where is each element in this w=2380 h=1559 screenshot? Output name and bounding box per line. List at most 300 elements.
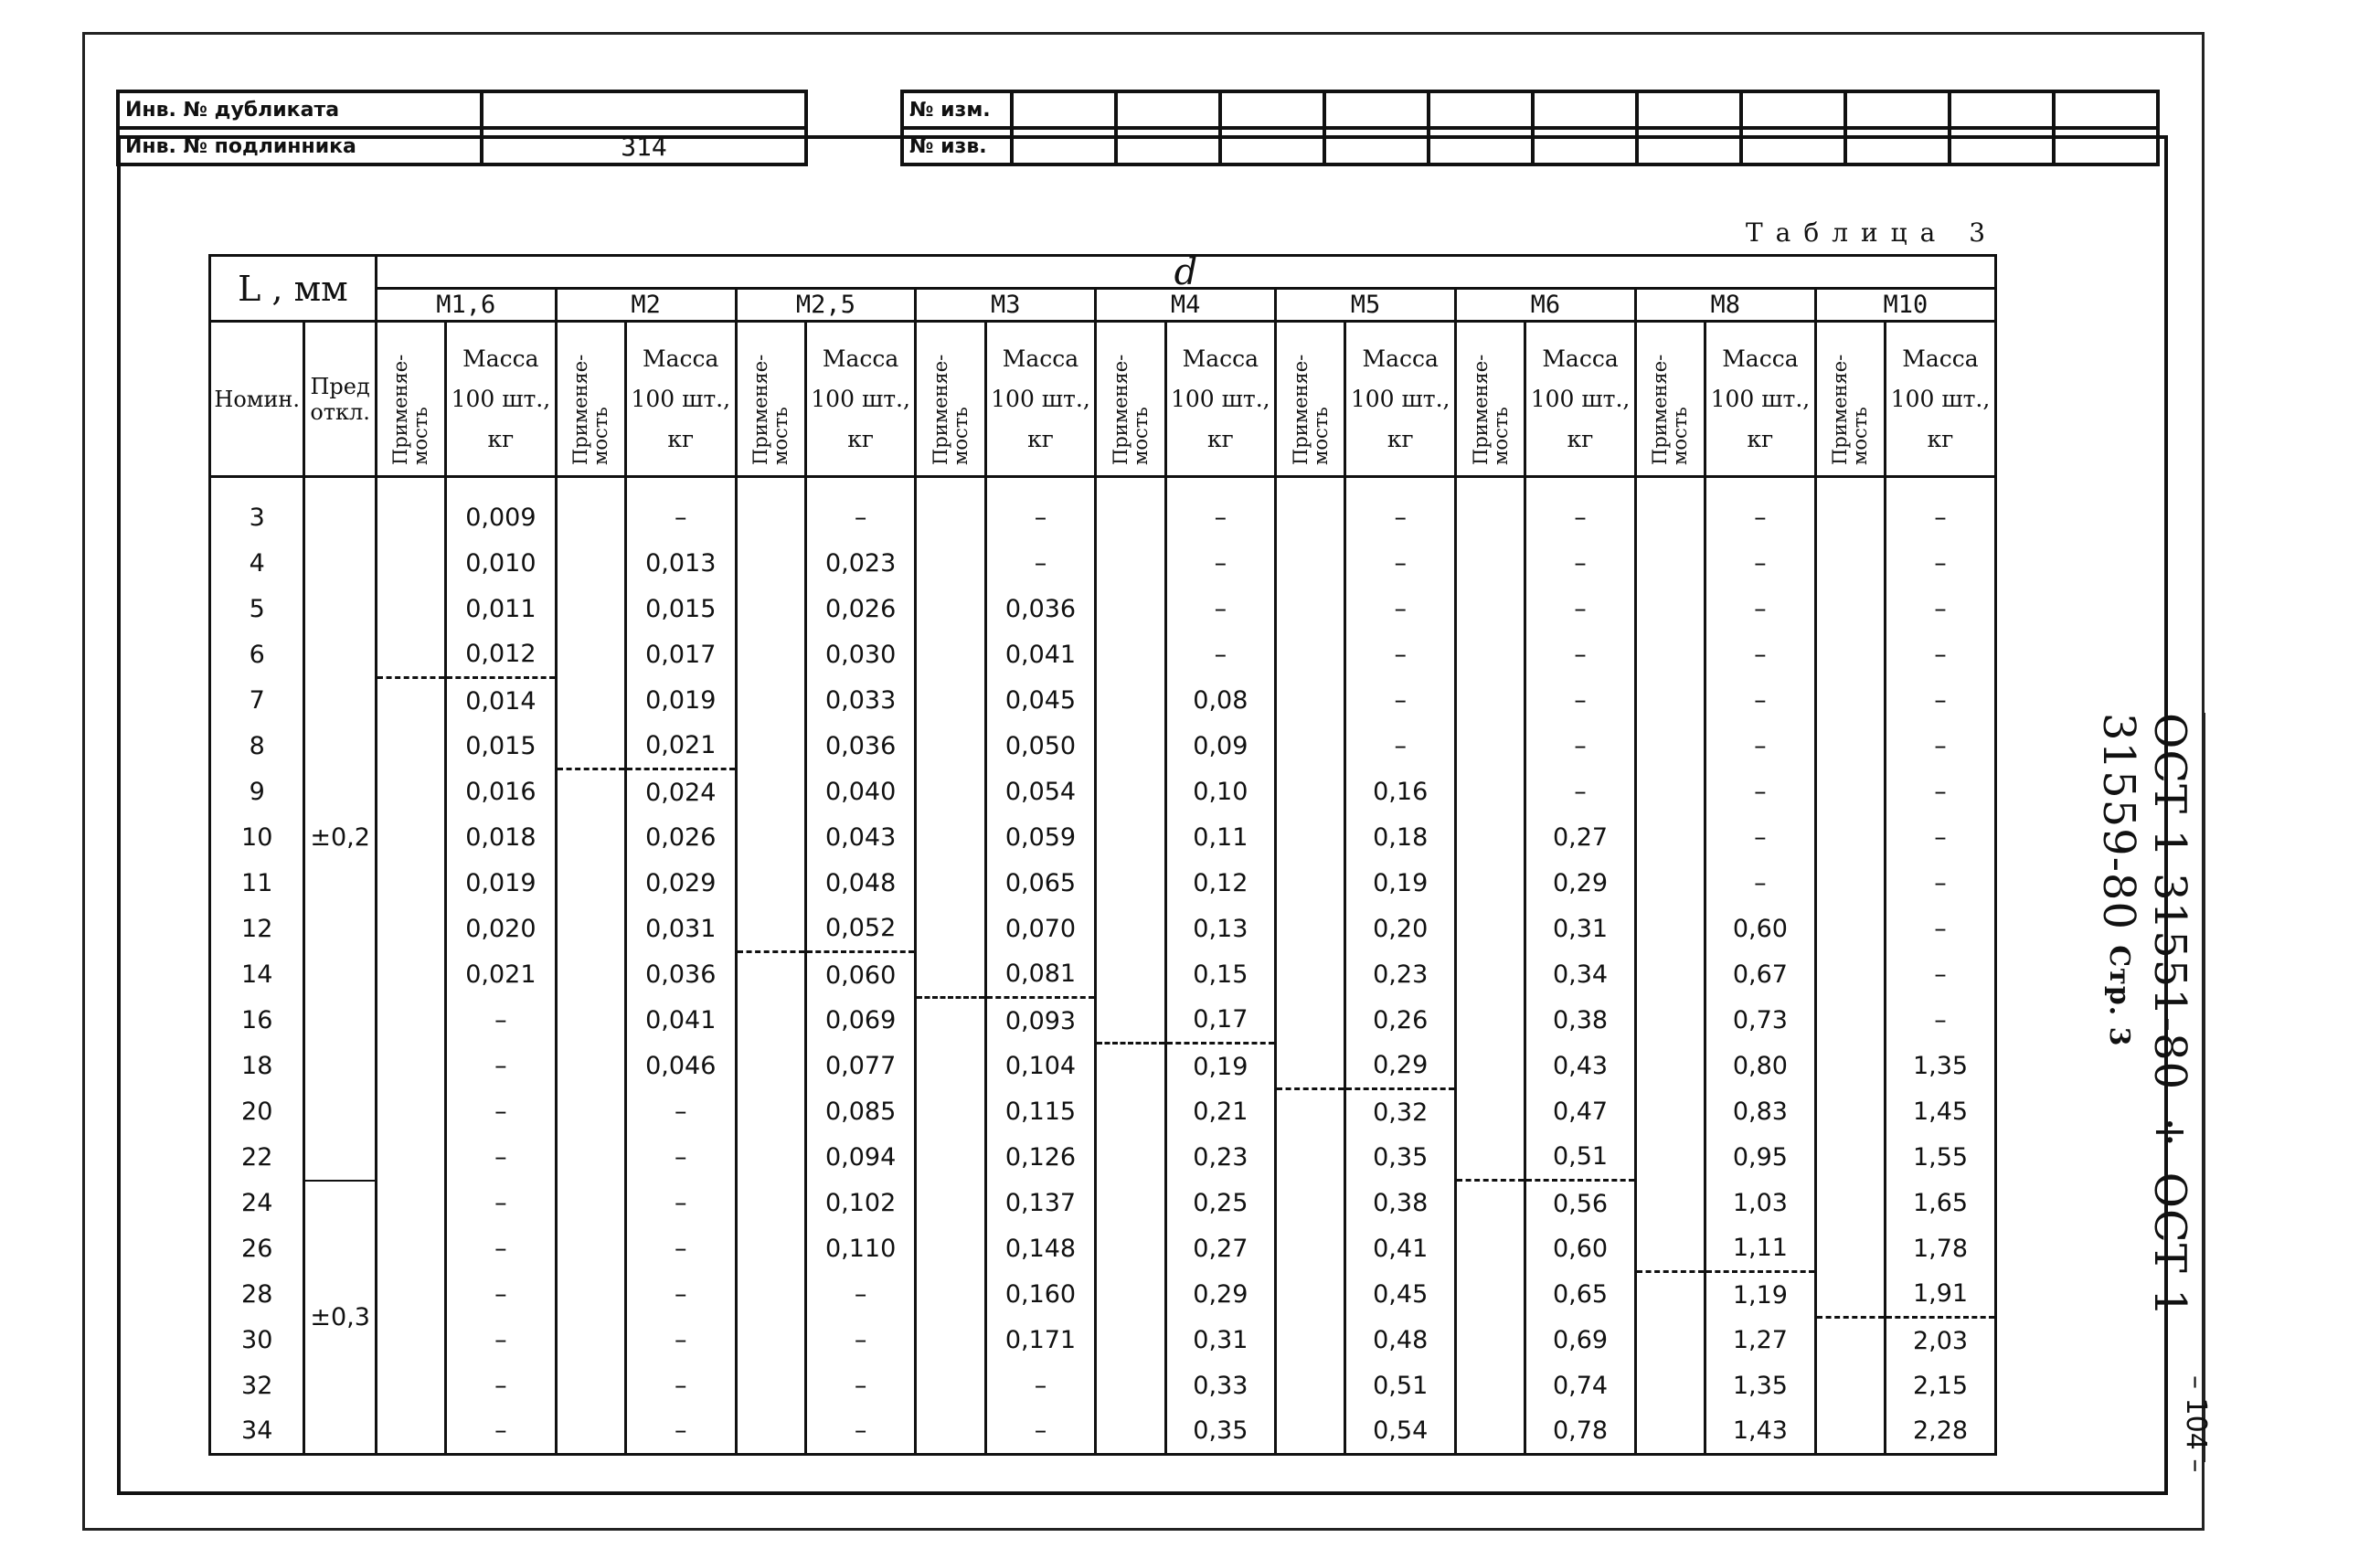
inv-original-value: 314: [482, 128, 806, 164]
mass-cell: 0,023: [805, 541, 916, 587]
mass-cell: 0,18: [1345, 815, 1456, 861]
mass-cell: 0,60: [1525, 1226, 1636, 1272]
applicability-cell: [1635, 541, 1705, 587]
mass-cell: 0,27: [1165, 1226, 1276, 1272]
applicability-cell: [1276, 861, 1345, 907]
mass-label: Масса: [1362, 345, 1439, 372]
length-cell: 34: [210, 1409, 304, 1455]
mass-cell: 0,009: [446, 477, 557, 541]
mass-cell: 0,020: [446, 907, 557, 952]
mass-cell: 0,160: [985, 1272, 1096, 1318]
applicability-cell: [556, 632, 625, 678]
applicability-cell: [916, 1044, 985, 1089]
applicability-cell: [1096, 678, 1165, 724]
applicability-cell: [1455, 1409, 1525, 1455]
mass-label: кг: [847, 425, 874, 452]
applicability-cell: [1276, 815, 1345, 861]
applicability-header: [1815, 322, 1885, 477]
mass-cell: –: [805, 1409, 916, 1455]
mass-cell: –: [1886, 724, 1996, 769]
mass-cell: –: [1165, 541, 1276, 587]
mass-cell: 0,23: [1345, 952, 1456, 998]
applicability-cell: [1096, 541, 1165, 587]
applicability-cell: [1635, 1135, 1705, 1181]
mass-label: 100 шт.,: [991, 385, 1090, 412]
mass-label: Масса: [643, 345, 719, 372]
change-stamp-cell: [1741, 91, 1845, 128]
mass-cell: 0,104: [985, 1044, 1096, 1089]
mass-label: Масса: [1002, 345, 1079, 372]
mass-cell: 0,031: [625, 907, 736, 952]
mass-cell: 0,34: [1525, 952, 1636, 998]
applicability-cell: [1276, 1409, 1345, 1455]
applicability-cell: [1276, 769, 1345, 815]
mass-cell: 0,094: [805, 1135, 916, 1181]
mass-cell: 0,48: [1345, 1318, 1456, 1363]
mass-cell: –: [446, 1135, 557, 1181]
mass-label: кг: [1567, 425, 1594, 452]
applicability-cell: [1815, 1272, 1885, 1318]
applicability-cell: [376, 1135, 445, 1181]
applicability-cell: [1096, 632, 1165, 678]
mass-cell: 0,60: [1705, 907, 1816, 952]
applicability-cell: [1635, 907, 1705, 952]
mass-cell: –: [625, 1135, 736, 1181]
applicability-cell: [1455, 952, 1525, 998]
applicability-cell: [556, 1226, 625, 1272]
mass-cell: 1,19: [1705, 1272, 1816, 1318]
applicability-cell: [556, 1181, 625, 1226]
mass-cell: 0,052: [805, 907, 916, 952]
mass-cell: –: [625, 1272, 736, 1318]
applicability-cell: [1455, 587, 1525, 632]
mass-cell: –: [985, 1409, 1096, 1455]
applicability-cell: [1096, 769, 1165, 815]
applicability-cell: [1096, 1089, 1165, 1135]
applicability-cell: [1815, 1181, 1885, 1226]
applicability-cell: [1276, 907, 1345, 952]
applicability-cell: [916, 1318, 985, 1363]
mass-header: [625, 322, 736, 477]
table-row: [210, 952, 1996, 998]
thread-header: М2,5: [736, 289, 916, 322]
applicability-cell: [1276, 541, 1345, 587]
applicability-cell: [556, 587, 625, 632]
applicability-cell: [1455, 1226, 1525, 1272]
applicability-cell: [736, 1363, 805, 1409]
applicability-cell: [1096, 861, 1165, 907]
table-row: [210, 1226, 1996, 1272]
mass-cell: –: [1886, 998, 1996, 1044]
applicability-cell: [916, 907, 985, 952]
mass-cell: –: [1525, 678, 1636, 724]
applicability-cell: [1455, 541, 1525, 587]
mass-header: [1705, 322, 1816, 477]
mass-cell: 0,102: [805, 1181, 916, 1226]
table-row: [210, 907, 1996, 952]
change-stamp-cell: [1220, 128, 1324, 164]
table-row: [210, 1363, 1996, 1409]
applicability-cell: [556, 952, 625, 998]
mass-cell: 0,65: [1525, 1272, 1636, 1318]
applicability-cell: [1455, 1181, 1525, 1226]
applicability-cell: [556, 1089, 625, 1135]
mass-cell: –: [625, 1409, 736, 1455]
mass-cell: –: [1345, 587, 1456, 632]
applicability-cell: [736, 769, 805, 815]
mass-cell: –: [446, 1363, 557, 1409]
mass-cell: 0,019: [625, 678, 736, 724]
mass-cell: –: [1345, 724, 1456, 769]
mass-cell: 0,014: [446, 678, 557, 724]
applicability-cell: [916, 724, 985, 769]
length-header: [210, 256, 377, 322]
mass-cell: 0,35: [1345, 1135, 1456, 1181]
mass-label: кг: [1927, 425, 1954, 452]
tolerance-cell: ±0,2: [304, 477, 376, 1181]
applicability-cell: [556, 769, 625, 815]
mass-cell: 0,026: [805, 587, 916, 632]
applicability-cell: [1635, 477, 1705, 541]
applicability-cell: [556, 907, 625, 952]
applicability-cell: [1276, 1181, 1345, 1226]
mass-cell: 1,11: [1705, 1226, 1816, 1272]
applicability-cell: [1276, 1044, 1345, 1089]
mass-label: Масса: [1542, 345, 1619, 372]
mass-cell: 0,16: [1345, 769, 1456, 815]
applicability-cell: [1455, 998, 1525, 1044]
mass-cell: 0,045: [985, 678, 1096, 724]
table-row: [210, 477, 1996, 541]
applicability-cell: [736, 1226, 805, 1272]
mass-cell: –: [805, 1272, 916, 1318]
applicability-cell: [1276, 998, 1345, 1044]
applicability-cell: [1276, 1135, 1345, 1181]
mass-header: [805, 322, 916, 477]
table-row: [210, 1272, 1996, 1318]
change-stamp-cell: [1533, 91, 1637, 128]
length-cell: 5: [210, 587, 304, 632]
length-cell: 20: [210, 1089, 304, 1135]
mass-cell: –: [446, 1181, 557, 1226]
applicability-cell: [736, 861, 805, 907]
applicability-cell: [1815, 952, 1885, 998]
mass-cell: 0,059: [985, 815, 1096, 861]
applicability-cell: [1096, 815, 1165, 861]
mass-cell: –: [625, 477, 736, 541]
mass-cell: 0,033: [805, 678, 916, 724]
mass-cell: 0,093: [985, 998, 1096, 1044]
applicability-cell: [1455, 907, 1525, 952]
length-cell: 4: [210, 541, 304, 587]
applicability-cell: [1276, 952, 1345, 998]
tolerance-header: [304, 322, 376, 477]
change-stamp-cell: [1012, 91, 1116, 128]
mass-cell: 1,35: [1705, 1363, 1816, 1409]
change-stamp-cell: [1533, 128, 1637, 164]
mass-cell: –: [805, 477, 916, 541]
applicability-cell: [1096, 587, 1165, 632]
mass-cell: 0,041: [985, 632, 1096, 678]
mass-cell: –: [1886, 861, 1996, 907]
applicability-cell: [1276, 1272, 1345, 1318]
mass-cell: –: [1345, 678, 1456, 724]
mass-cell: 0,54: [1345, 1409, 1456, 1455]
length-cell: 10: [210, 815, 304, 861]
applicability-cell: [916, 1363, 985, 1409]
mass-header: [1165, 322, 1276, 477]
change-stamp-cell: [1845, 128, 1950, 164]
mass-cell: –: [625, 1089, 736, 1135]
mass-cell: –: [446, 1044, 557, 1089]
applicability-cell: [556, 678, 625, 724]
applicability-cell: [1815, 587, 1885, 632]
mass-cell: 0,80: [1705, 1044, 1816, 1089]
applicability-cell: [736, 952, 805, 998]
length-cell: 11: [210, 861, 304, 907]
table-row: [210, 1318, 1996, 1363]
applicability-header: [1455, 322, 1525, 477]
applicability-cell: [916, 1089, 985, 1135]
mass-label: кг: [1206, 425, 1234, 452]
mass-cell: 0,51: [1525, 1135, 1636, 1181]
mass-cell: 0,010: [446, 541, 557, 587]
applicability-cell: [1635, 952, 1705, 998]
mass-cell: 0,25: [1165, 1181, 1276, 1226]
applicability-cell: [916, 678, 985, 724]
length-cell: 18: [210, 1044, 304, 1089]
applicability-cell: [376, 1226, 445, 1272]
mass-cell: 0,013: [625, 541, 736, 587]
table-row: [210, 861, 1996, 907]
applicability-cell: [736, 1135, 805, 1181]
change-stamp-cell: [1220, 91, 1324, 128]
applicability-cell: [1096, 907, 1165, 952]
mass-cell: 0,029: [625, 861, 736, 907]
mass-cell: 0,15: [1165, 952, 1276, 998]
applicability-cell: [1455, 1089, 1525, 1135]
change-stamp-cell: [1429, 128, 1533, 164]
applicability-cell: [1635, 678, 1705, 724]
mass-cell: –: [1525, 587, 1636, 632]
applicability-cell: [1815, 1089, 1885, 1135]
mass-label: 100 шт.,: [631, 385, 731, 412]
length-cell: 26: [210, 1226, 304, 1272]
applicability-cell: [916, 1135, 985, 1181]
mass-cell: 0,043: [805, 815, 916, 861]
table-row: [210, 1409, 1996, 1455]
applicability-header: [556, 322, 625, 477]
applicability-cell: [1635, 1409, 1705, 1455]
mass-cell: –: [1705, 587, 1816, 632]
applicability-cell: [1276, 1363, 1345, 1409]
mass-cell: 0,036: [625, 952, 736, 998]
mass-cell: 0,20: [1345, 907, 1456, 952]
thread-header: М3: [916, 289, 1096, 322]
length-cell: 9: [210, 769, 304, 815]
applicability-cell: [916, 998, 985, 1044]
mass-cell: 0,33: [1165, 1363, 1276, 1409]
mass-label: кг: [1027, 425, 1054, 452]
applicability-cell: [736, 678, 805, 724]
mass-cell: –: [1705, 678, 1816, 724]
mass-cell: 0,036: [985, 587, 1096, 632]
change-stamp-cell: [1429, 91, 1533, 128]
applicability-cell: [1455, 678, 1525, 724]
mass-header: [1886, 322, 1996, 477]
mass-cell: –: [805, 1363, 916, 1409]
thread-header: М2: [556, 289, 736, 322]
mass-cell: –: [625, 1318, 736, 1363]
applicability-cell: [916, 1272, 985, 1318]
mass-cell: 1,43: [1705, 1409, 1816, 1455]
mass-cell: 0,78: [1525, 1409, 1636, 1455]
applicability-cell: [556, 998, 625, 1044]
mass-cell: –: [1705, 815, 1816, 861]
applicability-label: Применяе-мость: [1829, 354, 1872, 465]
applicability-cell: [1096, 1044, 1165, 1089]
applicability-cell: [1455, 1363, 1525, 1409]
applicability-cell: [376, 907, 445, 952]
mass-cell: 0,026: [625, 815, 736, 861]
applicability-cell: [1635, 587, 1705, 632]
applicability-cell: [736, 1318, 805, 1363]
change-stamp-cell: [1845, 91, 1950, 128]
applicability-cell: [1815, 769, 1885, 815]
applicability-cell: [1635, 1272, 1705, 1318]
mass-label: Масса: [462, 345, 539, 372]
mass-cell: –: [446, 998, 557, 1044]
mass-cell: 0,021: [446, 952, 557, 998]
mass-label: кг: [1387, 425, 1414, 452]
thread-header: М4: [1096, 289, 1276, 322]
thread-header: М6: [1455, 289, 1635, 322]
applicability-cell: [556, 477, 625, 541]
diameter-header: [376, 250, 1995, 293]
table-row: [210, 1089, 1996, 1135]
mass-cell: 0,024: [625, 769, 736, 815]
applicability-cell: [736, 1272, 805, 1318]
mass-cell: 0,35: [1165, 1409, 1276, 1455]
table-row: [210, 541, 1996, 587]
mass-cell: 0,69: [1525, 1318, 1636, 1363]
applicability-cell: [1276, 587, 1345, 632]
applicability-cell: [1455, 477, 1525, 541]
table-row: [210, 632, 1996, 678]
mass-cell: 0,41: [1345, 1226, 1456, 1272]
applicability-cell: [736, 1409, 805, 1455]
inv-duplicate-label: Инв. № дубликата: [118, 91, 482, 128]
applicability-cell: [916, 632, 985, 678]
mass-cell: 0,95: [1705, 1135, 1816, 1181]
length-cell: 3: [210, 477, 304, 541]
length-cell: 24: [210, 1181, 304, 1226]
applicability-cell: [916, 1226, 985, 1272]
applicability-cell: [376, 1409, 445, 1455]
mass-cell: –: [1525, 724, 1636, 769]
mass-cell: 0,021: [625, 724, 736, 769]
table-row: [210, 815, 1996, 861]
applicability-cell: [1635, 1181, 1705, 1226]
mass-cell: –: [1525, 632, 1636, 678]
applicability-label: Применяе-мость: [569, 354, 612, 465]
mass-label: кг: [667, 425, 695, 452]
applicability-cell: [376, 1363, 445, 1409]
applicability-cell: [556, 724, 625, 769]
mass-cell: 0,67: [1705, 952, 1816, 998]
mass-cell: 0,17: [1165, 998, 1276, 1044]
applicability-cell: [556, 1272, 625, 1318]
mass-cell: 0,048: [805, 861, 916, 907]
applicability-cell: [1096, 1181, 1165, 1226]
length-cell: 32: [210, 1363, 304, 1409]
mass-cell: –: [446, 1272, 557, 1318]
applicability-cell: [1455, 769, 1525, 815]
applicability-cell: [1815, 1318, 1885, 1363]
length-cell: 14: [210, 952, 304, 998]
change-stamp-cell: [1637, 128, 1741, 164]
mass-cell: 0,085: [805, 1089, 916, 1135]
mass-cell: 0,171: [985, 1318, 1096, 1363]
mass-cell: –: [1886, 815, 1996, 861]
mass-cell: 0,036: [805, 724, 916, 769]
table-row: [210, 1044, 1996, 1089]
mass-cell: –: [1705, 861, 1816, 907]
mass-cell: –: [625, 1363, 736, 1409]
change-stamp-cell: [1950, 128, 2054, 164]
mass-label: кг: [487, 425, 515, 452]
applicability-cell: [1635, 998, 1705, 1044]
applicability-cell: [1096, 1409, 1165, 1455]
mass-cell: –: [1525, 541, 1636, 587]
length-cell: 6: [210, 632, 304, 678]
applicability-cell: [1635, 1363, 1705, 1409]
tolerance-label-2: откл.: [310, 398, 370, 425]
mass-label: 100 шт.,: [1530, 385, 1631, 412]
table-row: [210, 1181, 1996, 1226]
applicability-cell: [1276, 678, 1345, 724]
length-cell: 28: [210, 1272, 304, 1318]
applicability-cell: [556, 1135, 625, 1181]
mass-cell: 0,046: [625, 1044, 736, 1089]
mass-cell: 1,03: [1705, 1181, 1816, 1226]
applicability-cell: [736, 541, 805, 587]
mass-cell: 0,09: [1165, 724, 1276, 769]
table-row: [210, 998, 1996, 1044]
applicability-cell: [556, 1044, 625, 1089]
applicability-cell: [1455, 861, 1525, 907]
applicability-cell: [1815, 907, 1885, 952]
applicability-cell: [376, 1318, 445, 1363]
applicability-header: [916, 322, 985, 477]
applicability-cell: [916, 861, 985, 907]
applicability-cell: [376, 1181, 445, 1226]
table-row: [210, 1135, 1996, 1181]
length-cell: 7: [210, 678, 304, 724]
applicability-cell: [1276, 632, 1345, 678]
mass-cell: 0,21: [1165, 1089, 1276, 1135]
mass-cell: –: [446, 1089, 557, 1135]
thread-header: М8: [1635, 289, 1815, 322]
mass-cell: 1,27: [1705, 1318, 1816, 1363]
mass-cell: 0,12: [1165, 861, 1276, 907]
applicability-cell: [736, 587, 805, 632]
applicability-cell: [1815, 861, 1885, 907]
mass-cell: 0,065: [985, 861, 1096, 907]
change-stamp-cell: [1116, 128, 1220, 164]
mass-cell: 0,19: [1165, 1044, 1276, 1089]
applicability-label: Применяе-мость: [1289, 354, 1332, 465]
